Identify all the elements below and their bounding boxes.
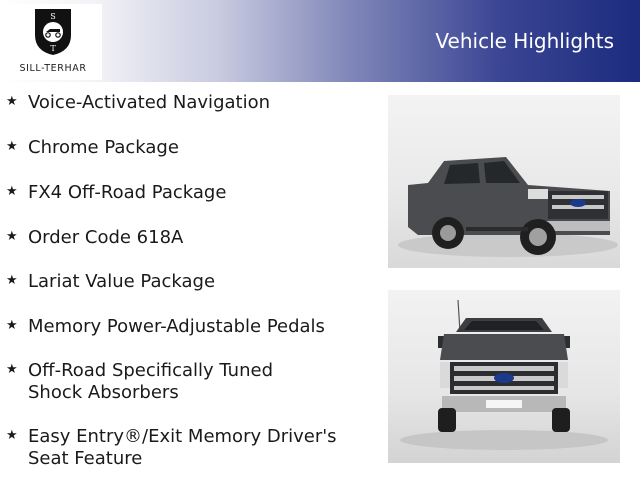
list-item (6, 92, 378, 114)
list-item (6, 360, 306, 404)
list-item (6, 182, 378, 204)
list-item (6, 137, 378, 159)
star-icon: ★ (6, 273, 18, 288)
list-item-label: Voice-Activated Navigation (28, 92, 270, 113)
star-icon: ★ (6, 318, 18, 333)
list-item-label: Lariat Value Package (28, 271, 216, 292)
badge-letter-bottom: T (50, 44, 56, 53)
truck-side-photo (388, 95, 620, 268)
page-title: Vehicle Highlights (435, 29, 614, 53)
list-item-label: Order Code 618A (28, 227, 184, 248)
star-icon: ★ (6, 362, 18, 377)
star-icon: ★ (6, 428, 18, 443)
list-item (6, 426, 351, 470)
star-icon: ★ (6, 229, 18, 244)
star-icon: ★ (6, 139, 18, 154)
list-item-label: Easy Entry®/Exit Memory Driver's Seat Feature (28, 426, 337, 469)
carriage-badge-icon (33, 7, 73, 57)
star-icon: ★ (6, 94, 18, 109)
dealer-name: SILL-TERHAR (19, 63, 87, 74)
dealer-logo (4, 4, 102, 80)
list-item (6, 316, 378, 338)
header-banner (0, 0, 640, 82)
list-item-label: Memory Power-Adjustable Pedals (28, 316, 325, 337)
list-item (6, 271, 378, 293)
badge-letter-top: S (50, 12, 56, 21)
list-item-label: Off-Road Specifically Tuned Shock Absorbers (28, 360, 273, 403)
list-item-label: FX4 Off-Road Package (28, 182, 227, 203)
star-icon: ★ (6, 184, 18, 199)
list-item (6, 227, 378, 249)
list-item-label: Chrome Package (28, 137, 179, 158)
truck-front-photo (388, 290, 620, 463)
